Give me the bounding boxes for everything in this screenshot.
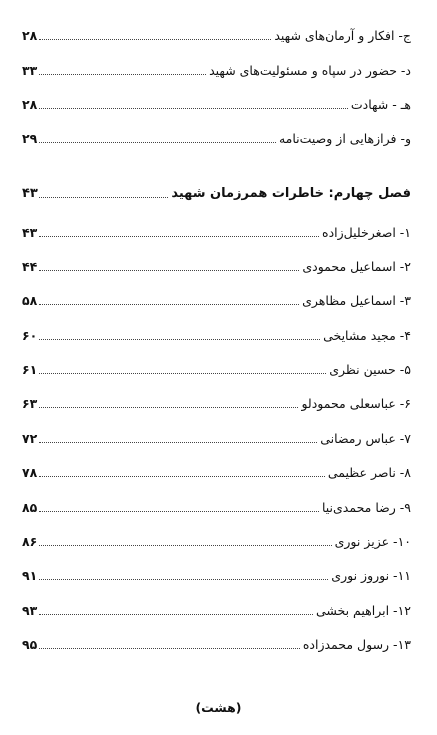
leader-dots	[39, 545, 332, 546]
toc-entry	[22, 528, 411, 550]
toc-entry-page: ۳۳	[22, 63, 38, 78]
toc-entry-title: ج- افکار و آرمان‌های شهید	[274, 28, 411, 43]
toc-entry-page: ۸۶	[22, 534, 38, 549]
leader-dots	[39, 373, 326, 374]
toc-entry-page: ۹۳	[22, 603, 38, 618]
toc-entry-title: ۳- اسماعیل مظاهری	[302, 293, 411, 308]
leader-dots	[39, 39, 271, 40]
toc-entry-title: هـ - شهادت	[350, 97, 411, 112]
leader-dots	[39, 442, 317, 443]
toc-entry	[22, 459, 411, 481]
leader-dots	[39, 236, 319, 237]
toc-entry-page: ۶۱	[22, 362, 38, 377]
toc-entry-title: ۱- اصغرخلیل‌زاده	[322, 225, 411, 240]
toc-entry-title: ۱۲- ابراهیم بخشی	[315, 603, 411, 618]
toc-entry-page: ۸۵	[22, 500, 38, 515]
leader-dots	[39, 74, 206, 75]
toc-entry-title: ۶- عباسعلی محمودلو	[301, 396, 411, 411]
toc-entry	[22, 356, 411, 378]
table-of-contents	[22, 0, 411, 735]
toc-entry-page: ۴۳	[22, 225, 38, 240]
toc-entry	[22, 219, 411, 241]
toc-entry-title: ۲- اسماعیل محمودی	[302, 259, 411, 274]
toc-entry	[22, 494, 411, 516]
toc-entry-title: ۱۳- رسول محمدزاده	[302, 637, 411, 652]
chapter-page: ۴۳	[22, 186, 38, 201]
toc-entry	[22, 253, 411, 275]
page-number-footer: (هشت)	[195, 700, 242, 715]
toc-entry	[22, 91, 411, 113]
toc-entry-title: ۷- عباس رمضانی	[320, 431, 411, 446]
toc-entry	[22, 125, 411, 147]
toc-entry-page: ۹۵	[22, 637, 38, 652]
toc-entry	[22, 390, 411, 412]
toc-entry	[22, 57, 411, 79]
toc-entry-title: ۵- حسین نظری	[329, 362, 411, 377]
toc-entry-page: ۲۸	[22, 97, 38, 112]
toc-entry	[22, 425, 411, 447]
leader-dots	[39, 614, 313, 615]
leader-dots	[39, 339, 320, 340]
toc-entry	[22, 631, 411, 653]
leader-dots	[39, 511, 319, 512]
toc-entry	[22, 287, 411, 309]
leader-dots	[39, 579, 328, 580]
toc-entry	[22, 597, 411, 619]
toc-entry	[22, 22, 411, 44]
toc-entry-title: و- فرازهایی از وصیت‌نامه	[278, 131, 411, 146]
chapter-title: فصل چهارم: خاطرات همرزمان شهید	[171, 186, 411, 201]
toc-entry-page: ۲۹	[22, 131, 38, 146]
leader-dots	[39, 407, 298, 408]
toc-entry-title: د- حضور در سپاه و مسئولیت‌های شهید	[209, 63, 411, 78]
leader-dots	[39, 197, 168, 198]
leader-dots	[39, 108, 348, 109]
toc-entry-title: ۱۱- نوروز نوری	[331, 568, 411, 583]
toc-chapter-heading	[22, 180, 411, 202]
toc-entry	[22, 322, 411, 344]
leader-dots	[39, 142, 276, 143]
toc-entry-page: ۶۰	[22, 328, 38, 343]
toc-entry-page: ۲۸	[22, 28, 38, 43]
leader-dots	[39, 476, 325, 477]
toc-entry-page: ۹۱	[22, 568, 38, 583]
toc-entry-page: ۷۲	[22, 431, 38, 446]
leader-dots	[39, 648, 300, 649]
toc-entry-page: ۴۴	[22, 259, 38, 274]
toc-entry-title: ۹- رضا محمدی‌نیا	[321, 500, 411, 515]
toc-entry-page: ۵۸	[22, 293, 38, 308]
toc-entry-title: ۱۰- عزیز نوری	[334, 534, 411, 549]
toc-entry-title: ۴- مجید مشایخی	[323, 328, 411, 343]
leader-dots	[39, 304, 299, 305]
leader-dots	[39, 270, 299, 271]
toc-entry-title: ۸- ناصر عظیمی	[327, 465, 411, 480]
toc-entry	[22, 562, 411, 584]
toc-entry-page: ۶۳	[22, 396, 38, 411]
toc-entry-page: ۷۸	[22, 465, 38, 480]
